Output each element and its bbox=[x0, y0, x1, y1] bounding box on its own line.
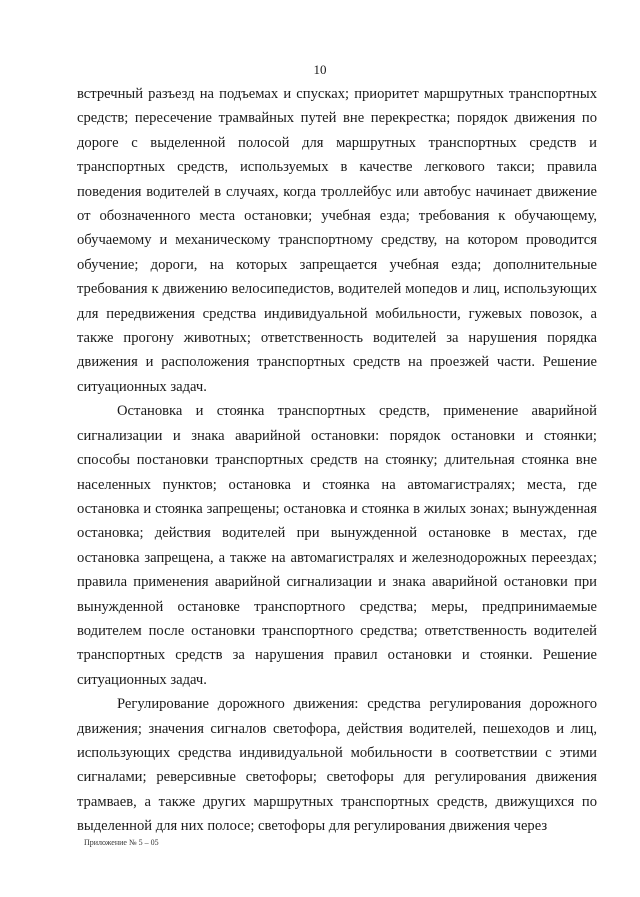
paragraph-continuation: встречный разъезд на подъемах и спусках; приоритет маршрутных транспортных средств; пересечение трамвайных путей вне перекрестка; порядок движения по дороге с выделенной полосой для маршрутных транспортных средств и транспортных средств, используемых в качестве легкового такси; правила поведения водителей в случаях, когда троллейбус или автобус начинает движение от обозначенного места остановки; учебная езда; требования к обучающему, обучаемому и механическому транспортному средству, на котором проводится обучение; дороги, на которых запрещается учебная езда; дополнительные требования к движению велосипедистов, водителей мопедов и лиц, использующих для передвижения средства индивидуальной мобильности, гужевых повозок, а также прогону животных; ответственность водителей за нарушения порядка движения и расположения транспортных средств на проезжей части. Решение ситуационных задач. bbox=[77, 86, 597, 395]
paragraph-stopping-parking: Остановка и стоянка транспортных средств, применение аварийной сигнализации и знака аварийной остановки: порядок остановки и стоянки; способы постановки транспортных средств на стоянку; длительная стоянка вне населенных пунктов; остановка и стоянка на автомагистралях; места, где остановка и стоянка запрещены; остановка и стоянка в жилых зонах; вынужденная остановка; действия водителей при вынужденной остановке в местах, где остановка запрещена, а также на автомагистралях и железнодорожных переездах; правила применения аварийной сигнализации и знака аварийной остановки при вынужденной остановке транспортного средства; меры, предпринимаемые водителем после остановки транспортного средства; ответственность водителей транспортных средств за нарушения правил остановки и стоянки. Решение ситуационных задач. bbox=[77, 403, 597, 688]
paragraph-traffic-regulation: Регулирование дорожного движения: средства регулирования дорожного движения; значения сигналов светофора, действия водителей, пешеходов и лиц, использующих средства индивидуальной мобильности в соответствии с этими сигналами; реверсивные светофоры; светофоры для регулирования движения трамваев, а также других маршрутных транспортных средств, движущихся по выделенной для них полосе; светофоры для регулирования движения через bbox=[77, 696, 597, 835]
document-body bbox=[77, 82, 597, 839]
page-number: 10 bbox=[313, 62, 327, 77]
footer-appendix-label: Приложение № 5 – 05 bbox=[84, 838, 159, 847]
